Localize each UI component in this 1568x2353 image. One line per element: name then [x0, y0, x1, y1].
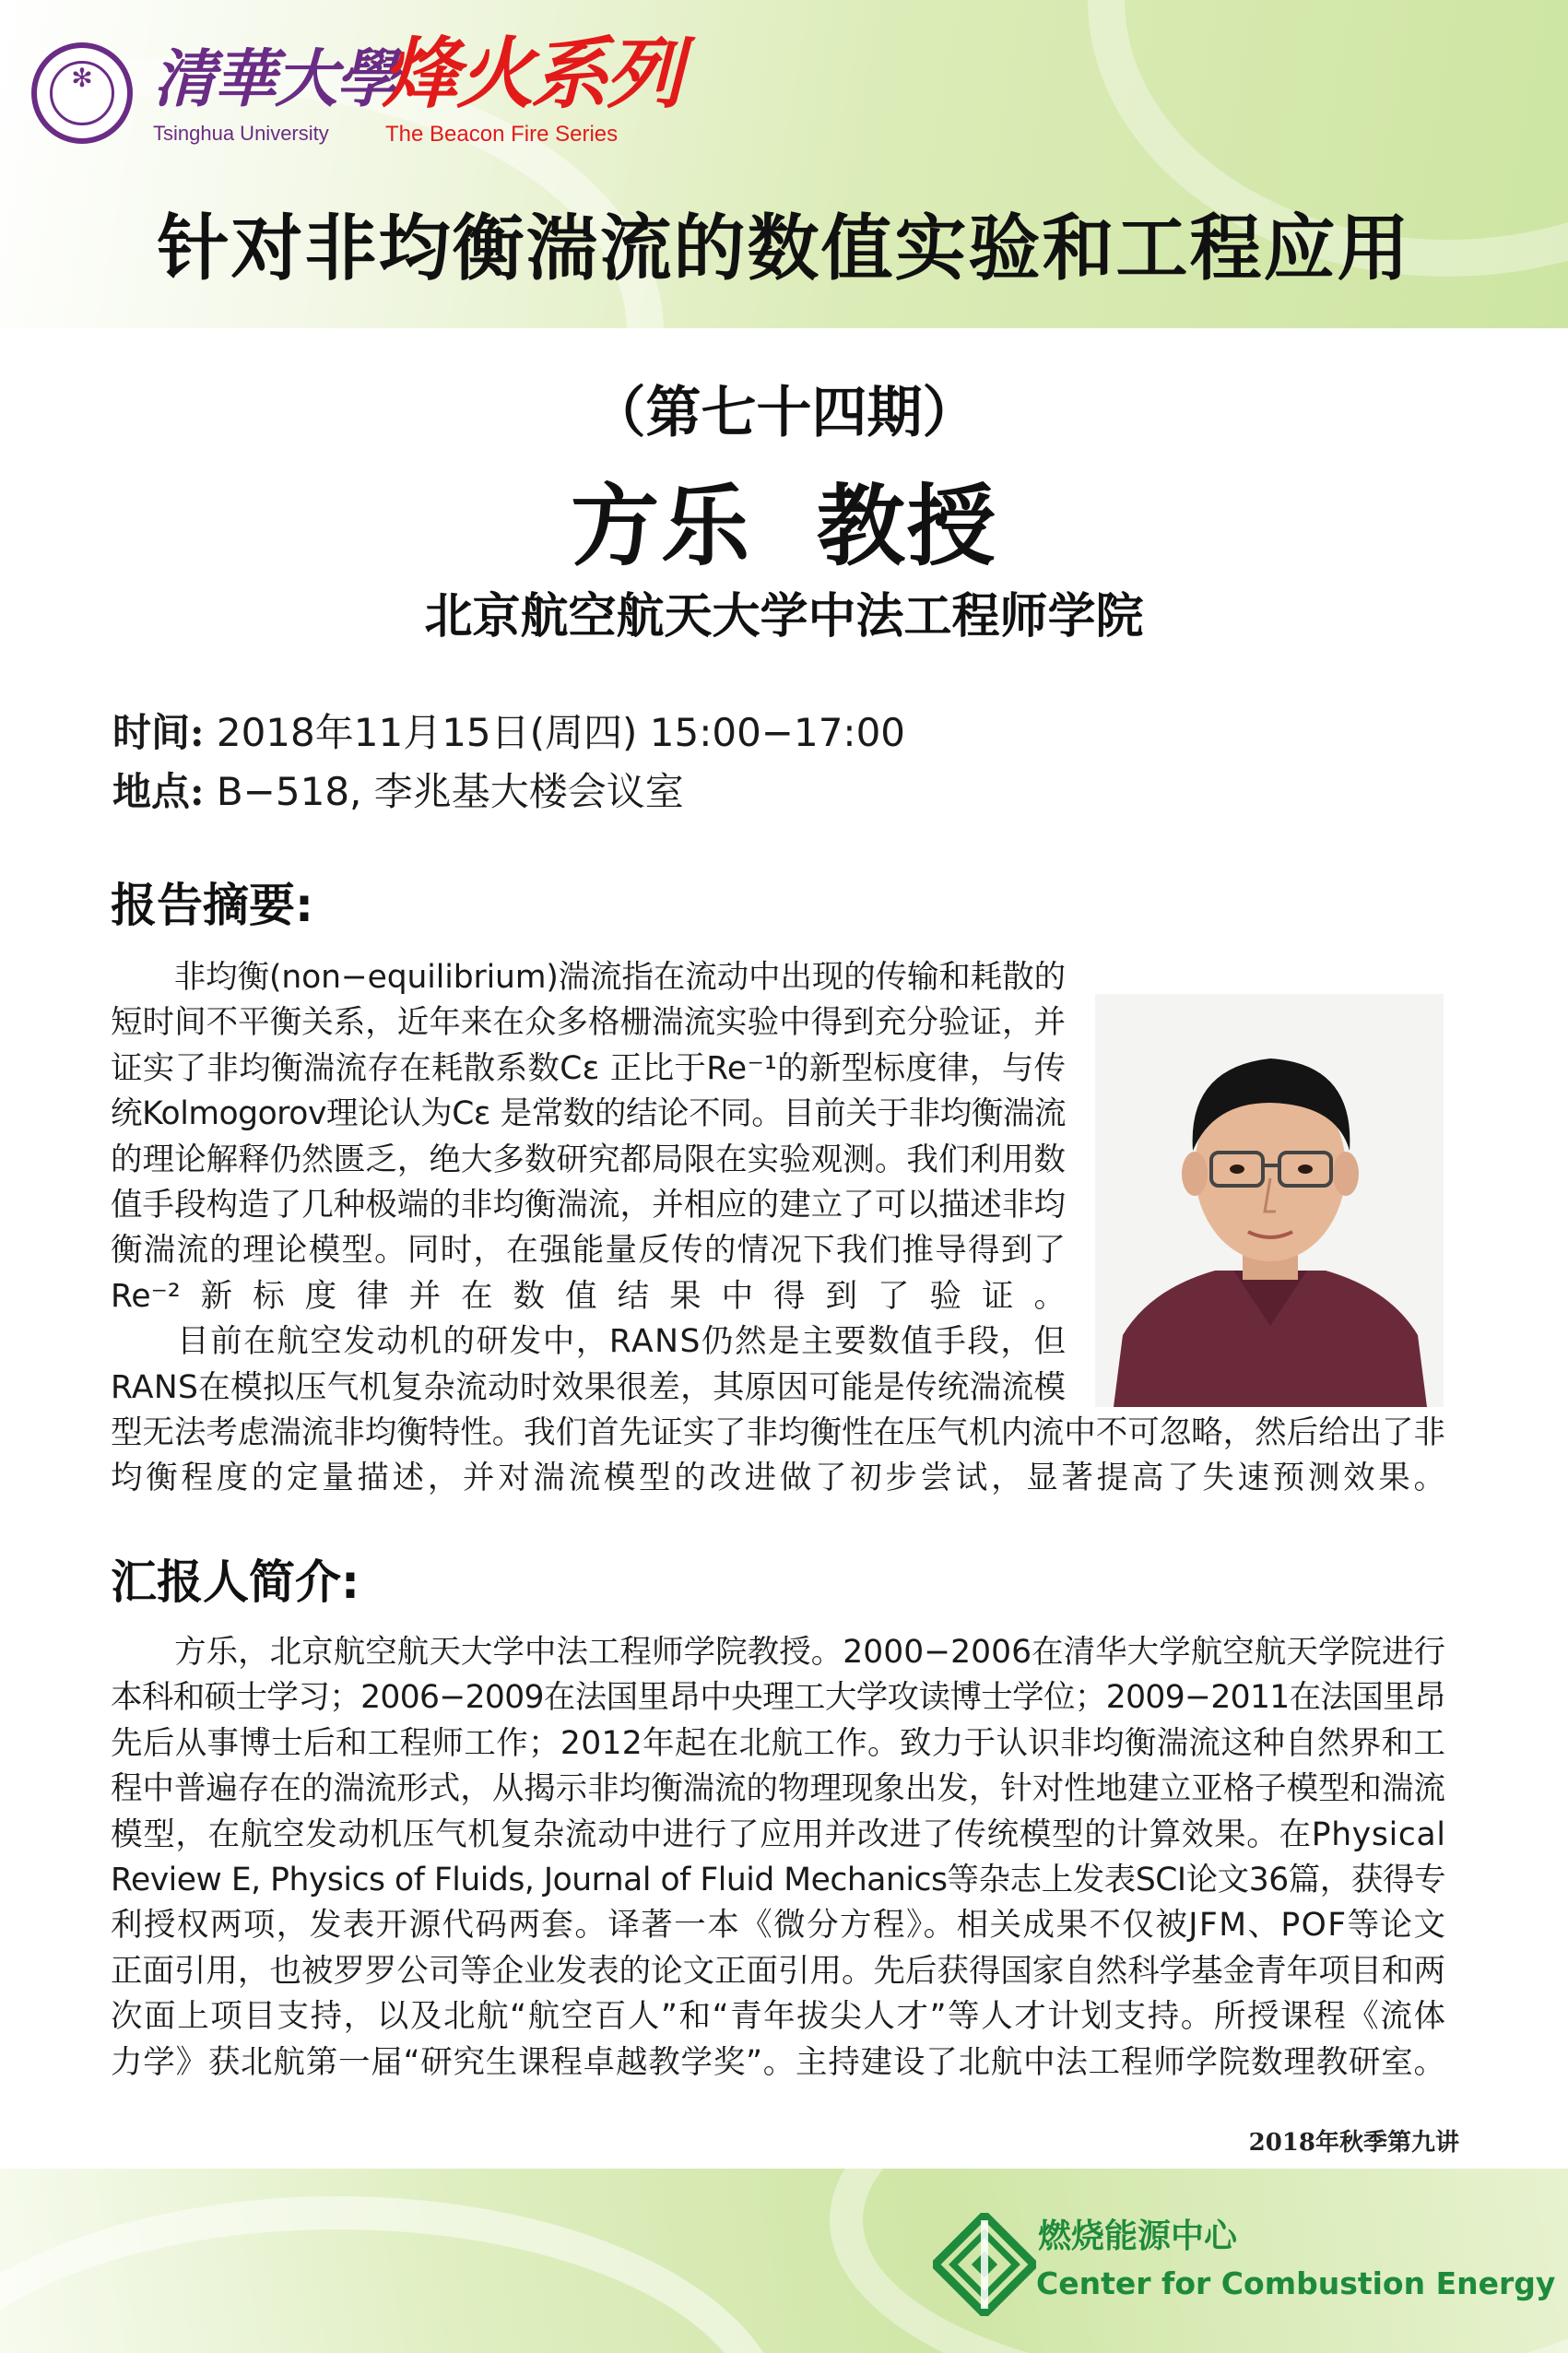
footer-banner: [0, 2169, 1568, 2353]
time-value: 2018年11月15日(周四) 15:00−17:00: [204, 710, 906, 755]
center-name-cn: 燃烧能源中心: [1038, 2217, 1238, 2255]
abstract-line: 均衡程度的定量描述，并对湍流模型的改进做了初步尝试，显著提高了失速预测效果。: [111, 1460, 1445, 1497]
bio-line: 正面引用，也被罗罗公司等企业发表的论文正面引用。先后获得国家自然科学基金青年项目和两: [111, 1952, 1445, 1990]
bio-line: 力学》获北航第一届“研究生课程卓越教学奖”。主持建设了北航中法工程师学院数理教研室。: [111, 2043, 1445, 2081]
abstract-line: 统Kolmogorov理论认为Cε 是常数的结论不同。目前关于非均衡湍流: [111, 1095, 1066, 1133]
bio-line: 方乐，北京航空航天大学中法工程师学院教授。2000−2006在清华大学航空航天学院进行: [111, 1634, 1446, 1671]
abstract-heading: 报告摘要:: [111, 879, 313, 932]
bio-line: 先后从事博士后和工程师工作；2012年起在北航工作。致力于认识非均衡湍流这种自然界和工: [111, 1724, 1446, 1762]
abstract-line: 目前在航空发动机的研发中，RANS仍然是主要数值手段，但: [111, 1323, 1067, 1361]
abstract-line: 值手段构造了几种极端的非均衡湍流，并相应的建立了可以描述非均: [111, 1186, 1067, 1224]
university-name-en: Tsinghua University: [153, 122, 329, 145]
abstract-line: 短时间不平衡关系，近年来在众多格栅湍流实验中得到充分验证，并: [111, 1004, 1067, 1042]
lecture-title: 针对非均衡湍流的数值实验和工程应用: [157, 207, 1411, 290]
center-name-en: Center for Combustion Energy: [1036, 2265, 1556, 2301]
abstract-line: Re⁻²新标度律并在数值结果中得到了验证。: [111, 1277, 1066, 1315]
tsinghua-seal-logo: ✻: [31, 42, 133, 144]
event-place: [112, 765, 684, 819]
bio-line: 程中普遍存在的湍流形式，从揭示非均衡湍流的物理现象出发，针对性地建立亚格子模型和湍流: [111, 1770, 1445, 1808]
issue-number: （第七十四期）: [590, 381, 978, 445]
abstract-body: [111, 955, 1456, 1502]
speaker-name: 方乐 教授: [571, 475, 997, 578]
abstract-line: 证实了非均衡湍流存在耗散系数Cε 正比于Re⁻¹的新型标度律，与传: [111, 1049, 1067, 1087]
abstract-line: 的理论解释仍然匮乏，绝大多数研究都局限在实验观测。我们利用数: [111, 1141, 1067, 1178]
abstract-line: RANS在模拟压气机复杂流动时效果很差，其原因可能是传统湍流模: [111, 1368, 1067, 1406]
speaker-affiliation: 北京航空航天大学中法工程师学院: [424, 588, 1144, 644]
abstract-line: 非均衡(non−equilibrium)湍流指在流动中出现的传输和耗散的: [111, 959, 1066, 996]
series-name-cn: 烽火系列: [382, 28, 681, 119]
season-label: 2018年秋季第九讲: [1248, 2129, 1459, 2157]
abstract-line: 衡湍流的理论模型。同时，在强能量反传的情况下我们推导得到了: [111, 1232, 1067, 1270]
series-name-en: The Beacon Fire Series: [385, 122, 619, 147]
bio-line: 模型，在航空发动机压气机复杂流动中进行了应用并改进了传统模型的计算效果。在Physical: [111, 1815, 1446, 1853]
bio-body: [111, 1630, 1445, 2086]
university-name-cn: 清華大學: [153, 42, 397, 116]
bio-heading: 汇报人简介:: [111, 1555, 360, 1609]
place-value: B−518, 李兆基大楼会议室: [204, 769, 684, 814]
place-label: 地点:: [112, 769, 205, 814]
event-time: [112, 706, 905, 760]
time-label: 时间:: [112, 710, 205, 755]
bio-line: 次面上项目支持，以及北航“航空百人”和“青年拔尖人才”等人才计划支持。所授课程《流体: [111, 1998, 1447, 2036]
combustion-center-logo: [933, 2213, 1036, 2316]
bio-line: 本科和硕士学习；2006−2009在法国里昂中央理工大学攻读博士学位；2009−2011在法国里昂: [111, 1679, 1445, 1717]
abstract-line: 型无法考虑湍流非均衡特性。我们首先证实了非均衡性在压气机内流中不可忽略，然后给出了非: [111, 1413, 1445, 1451]
bio-line: 利授权两项，发表开源代码两套。译著一本《微分方程》。相关成果不仅被JFM、POF等论文: [111, 1907, 1447, 1945]
bio-line: Review E, Physics of Fluids, Journal of Fluid Mechanics等杂志上发表SCI论文36篇，获得专: [111, 1862, 1445, 1899]
